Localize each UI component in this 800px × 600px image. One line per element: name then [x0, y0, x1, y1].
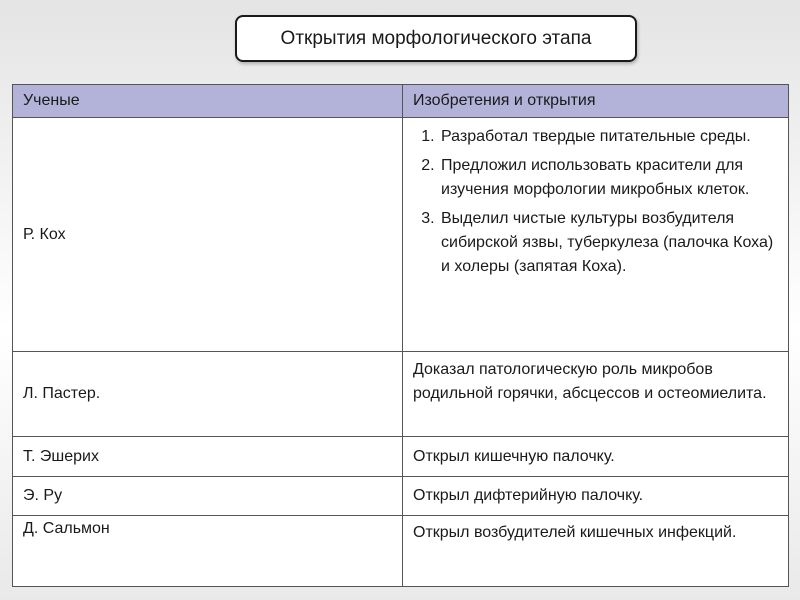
table-header-row: [13, 85, 789, 118]
discovery-cell: [403, 118, 789, 352]
scientist-cell: Л. Пастер.: [13, 352, 403, 437]
discovery-cell: Открыл кишечную палочку.: [403, 437, 789, 477]
discovery-cell: Доказал патологическую роль микробов родильной горячки, абсцессов и остеомиелита.: [403, 352, 789, 437]
table-row: [13, 477, 789, 516]
list-item: 1. Разработал твердые питательные среды.: [439, 125, 778, 149]
scientist-cell: Э. Ру: [13, 477, 403, 516]
scientist-cell: Р. Кох: [13, 118, 403, 352]
header-scientists: Ученые: [13, 85, 403, 118]
list-item: 3. Выделил чистые культуры возбудителя сибирской язвы, туберкулеза (палочка Коха) и холеры (запятая Коха).: [439, 207, 778, 279]
table-row: [13, 437, 789, 477]
discovery-cell: Открыл возбудителей кишечных инфекций.: [403, 516, 789, 587]
table-row: [13, 118, 789, 352]
header-discoveries: Изобретения и открытия: [403, 85, 789, 118]
scientist-cell: Д. Сальмон: [13, 516, 403, 587]
slide-title: Открытия морфологического этапа: [235, 15, 637, 62]
discovery-cell: Открыл дифтерийную палочку.: [403, 477, 789, 516]
discoveries-table: [12, 84, 789, 587]
list-item: 2. Предложил использовать красители для изучения морфологии микробных клеток.: [439, 154, 778, 202]
discovery-list: [406, 125, 778, 279]
scientist-cell: Т. Эшерих: [13, 437, 403, 477]
table-row: [13, 516, 789, 587]
table-row: [13, 352, 789, 437]
